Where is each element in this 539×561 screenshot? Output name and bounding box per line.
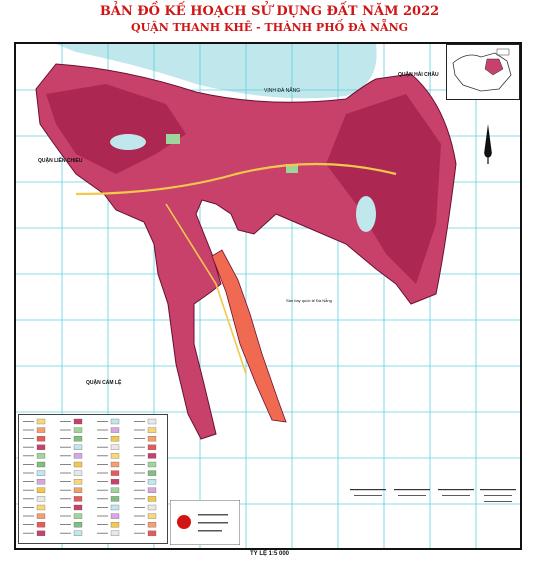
legend-text-line xyxy=(60,447,71,448)
legend-text-line xyxy=(23,481,34,482)
legend-swatch xyxy=(148,514,156,519)
legend-text-line xyxy=(97,481,108,482)
legend-swatch xyxy=(37,531,45,536)
legend-text-line xyxy=(23,447,34,448)
legend-text-line xyxy=(134,490,145,491)
north-arrow-icon xyxy=(484,124,492,164)
legend-swatch xyxy=(37,436,45,441)
legend-swatch xyxy=(148,436,156,441)
legend-swatch xyxy=(74,428,82,433)
legend-swatch xyxy=(148,479,156,484)
legend-swatch xyxy=(74,419,82,424)
legend-swatch xyxy=(111,453,119,458)
legend-text-line xyxy=(60,490,71,491)
legend-swatch xyxy=(37,462,45,467)
legend-swatch xyxy=(74,531,82,536)
lake-west xyxy=(110,134,146,150)
airport-area xyxy=(212,250,286,422)
legend-text-line xyxy=(60,498,71,499)
legend-text-line xyxy=(97,447,108,448)
legend-text-line xyxy=(60,455,71,456)
legend-text-line xyxy=(97,421,108,422)
legend-text-line xyxy=(60,430,71,431)
legend-text-line xyxy=(23,507,34,508)
legend-swatch xyxy=(148,419,156,424)
legend-swatch xyxy=(111,445,119,450)
legend-text-line xyxy=(97,516,108,517)
legend-swatch xyxy=(148,453,156,458)
legend-text-line xyxy=(23,464,34,465)
legend-text-line xyxy=(60,473,71,474)
legend-text-line xyxy=(134,464,145,465)
south-district-label: QUẬN CẨM LỆ xyxy=(86,380,122,386)
legend-text-line xyxy=(97,498,108,499)
inset-locator-map xyxy=(446,44,520,100)
legend-text-line xyxy=(23,498,34,499)
west-district-label: QUẬN LIÊN CHIỂU xyxy=(38,158,83,164)
legend-swatch xyxy=(74,462,82,467)
legend-swatch xyxy=(148,428,156,433)
legend-swatch xyxy=(74,471,82,476)
legend-text-line xyxy=(97,430,108,431)
legend-swatch xyxy=(148,531,156,536)
legend-symbol-icon xyxy=(170,500,240,545)
legend-swatch xyxy=(74,488,82,493)
legend-swatch xyxy=(74,436,82,441)
legend-text-line xyxy=(134,481,145,482)
legend-swatch xyxy=(111,428,119,433)
legend-text-line xyxy=(134,533,145,534)
map-frame xyxy=(14,42,522,550)
legend-swatch xyxy=(111,514,119,519)
legend-swatch xyxy=(37,514,45,519)
map-title: BẢN ĐỒ KẾ HOẠCH SỬ DỤNG ĐẤT NĂM 2022 xyxy=(99,4,440,19)
legend-swatch xyxy=(37,471,45,476)
legend-text-line xyxy=(97,455,108,456)
legend-swatch xyxy=(148,488,156,493)
legend-swatch xyxy=(111,479,119,484)
legend-text-line xyxy=(23,421,34,422)
legend-swatch xyxy=(148,522,156,527)
legend-text-line xyxy=(97,490,108,491)
legend-swatch xyxy=(37,445,45,450)
legend-swatch xyxy=(148,471,156,476)
legend-text-line xyxy=(134,473,145,474)
legend-text-line xyxy=(97,464,108,465)
legend-swatch xyxy=(74,496,82,501)
inset-map-shape xyxy=(447,45,519,99)
legend-swatch xyxy=(148,496,156,501)
legend-swatch xyxy=(37,479,45,484)
legend-grid xyxy=(19,415,167,543)
legend-text-line xyxy=(23,516,34,517)
legend-swatch xyxy=(111,488,119,493)
signature-block xyxy=(350,487,520,542)
bay-label: VỊNH ĐÀ NẴNG xyxy=(264,88,301,94)
legend-text-line xyxy=(60,507,71,508)
legend-text-line xyxy=(60,421,71,422)
legend-swatch xyxy=(111,419,119,424)
legend-text-line xyxy=(97,507,108,508)
legend-swatch xyxy=(111,505,119,510)
legend-text-line xyxy=(60,516,71,517)
legend-text-line xyxy=(134,498,145,499)
legend-text-line xyxy=(23,490,34,491)
legend-text-line xyxy=(134,447,145,448)
legend-swatch xyxy=(111,496,119,501)
legend-text-line xyxy=(60,438,71,439)
legend-text-line xyxy=(134,455,145,456)
legend-panel xyxy=(18,414,168,544)
legend-swatch xyxy=(37,488,45,493)
park-1 xyxy=(166,134,180,144)
legend-text-line xyxy=(97,533,108,534)
legend-swatch xyxy=(111,471,119,476)
map-scale: TỶ LỆ 1:5 000 xyxy=(249,551,290,557)
legend-text-line xyxy=(134,421,145,422)
legend-swatch xyxy=(111,522,119,527)
legend-text-line xyxy=(23,430,34,431)
legend-swatch xyxy=(74,445,82,450)
legend-text-line xyxy=(60,524,71,525)
legend-swatch xyxy=(148,462,156,467)
legend-text-line xyxy=(23,455,34,456)
legend-text-line xyxy=(23,533,34,534)
lake-east xyxy=(356,196,376,232)
legend-swatch xyxy=(111,462,119,467)
legend-text-line xyxy=(134,516,145,517)
east-district-label: QUẬN HẢI CHÂU xyxy=(398,72,439,78)
legend-swatch xyxy=(74,522,82,527)
legend-text-line xyxy=(60,481,71,482)
legend-text-line xyxy=(23,438,34,439)
legend-swatch xyxy=(111,531,119,536)
legend-text-line xyxy=(97,438,108,439)
legend-swatch xyxy=(148,505,156,510)
legend-swatch xyxy=(74,479,82,484)
legend-swatch xyxy=(111,436,119,441)
legend-text-line xyxy=(134,438,145,439)
legend-swatch xyxy=(74,514,82,519)
legend-swatch xyxy=(37,522,45,527)
legend-text-line xyxy=(60,533,71,534)
legend-swatch xyxy=(37,453,45,458)
legend-swatch xyxy=(37,496,45,501)
legend-text-line xyxy=(97,524,108,525)
legend-text-line xyxy=(23,473,34,474)
legend-swatch xyxy=(148,445,156,450)
legend-swatch xyxy=(74,453,82,458)
legend-swatch xyxy=(37,505,45,510)
legend-text-line xyxy=(60,464,71,465)
legend-swatch xyxy=(74,505,82,510)
legend-swatch xyxy=(37,428,45,433)
legend-text-line xyxy=(134,430,145,431)
airport-label: Sân bay quốc tế Đà Nẵng xyxy=(286,298,332,303)
legend-text-line xyxy=(134,524,145,525)
legend-text-line xyxy=(134,507,145,508)
map-subtitle: QUẬN THANH KHÊ - THÀNH PHỐ ĐÀ NẴNG xyxy=(130,21,409,34)
legend-text-line xyxy=(97,473,108,474)
legend-text-line xyxy=(23,524,34,525)
signature-lines xyxy=(350,487,520,542)
legend-swatch xyxy=(37,419,45,424)
